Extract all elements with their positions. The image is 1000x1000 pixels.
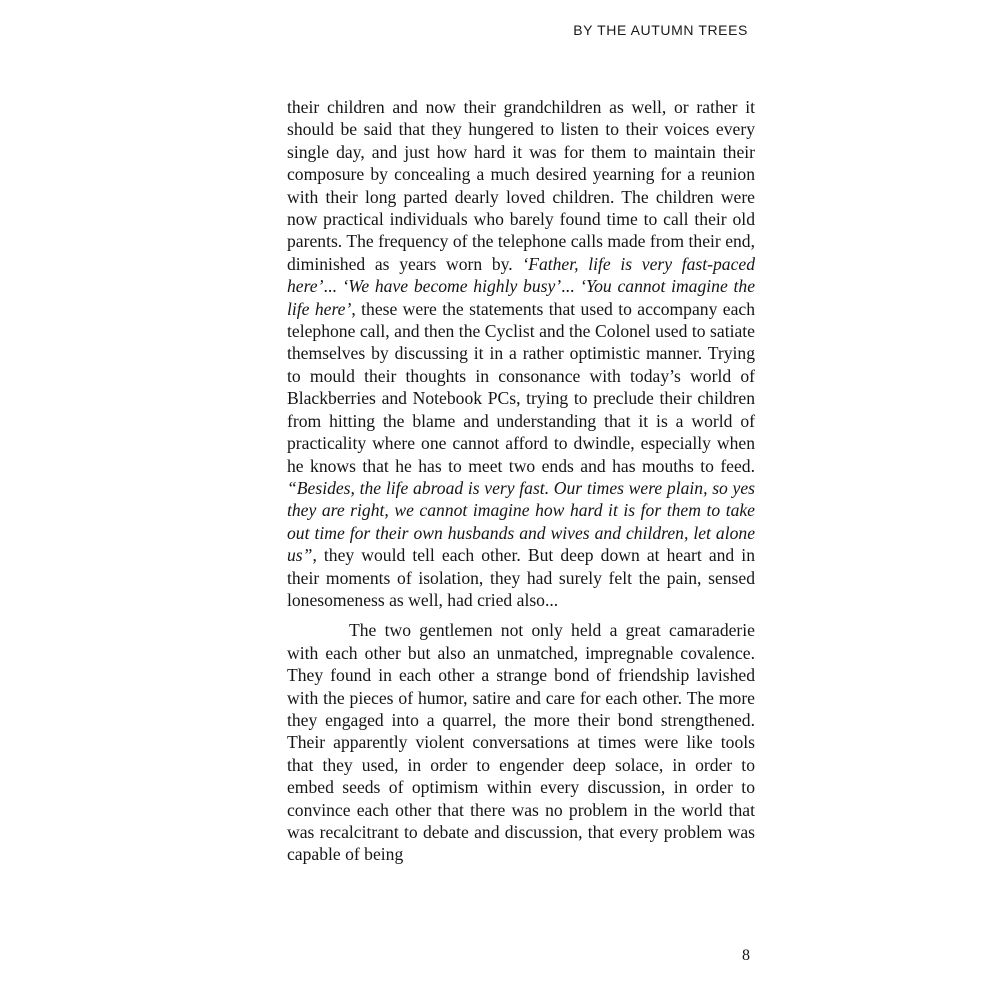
text-run: ... [323, 276, 343, 297]
text-run: ... [561, 276, 581, 297]
text-run: , these were the statements that used to accompany each telephone call, and then the Cyclist and the Colonel used to satiate themselves by discussing it in a rather optimistic manner. Trying to mould their thoughts in consonance with today’s world of Blackberries and Notebook PCs, trying to preclude their children from hitting the blame and understanding that it is a world of practicality where one cannot afford to dwindle, especially when he knows that he has to meet two ends and has mouths to feed. [287, 298, 755, 476]
italic-quote: ‘We have become highly busy’ [342, 276, 562, 297]
paragraph-1 [287, 96, 755, 611]
text-run: their children and now their grandchildren as well, or rather it should be said that they hungered to listen to their voices every single day, and just how hard it was for them to maintain their composure by concealing a much desired yearning for a reunion with their long parted dearly loved children. The children were now practical individuals who barely found time to call their old parents. The frequency of the telephone calls made from their end, diminished as years worn by. [287, 97, 755, 274]
paragraph-2: The two gentlemen not only held a great camaraderie with each other but also an unmatched, impregnable covalence. They found in each other a strange bond of friendship lavished with the pieces of humor, satire and care for each other. The more they engaged into a quarrel, the more their bond strengthened. Their apparently violent conversations at times were like tools that they used, in order to engender deep solace, in order to embed seeds of optimism within every discussion, in order to convince each other that there was no problem in the world that was recalcitrant to debate and discussion, that every problem was capable of being [287, 620, 755, 865]
italic-quote: ‘You cannot imagine the life here’ [287, 276, 756, 319]
italic-quote: ‘Father, life is very fast-paced here’ [287, 253, 755, 297]
italic-quote: “Besides, the life abroad is very fast. Our times were plain, so yes they are right, we cannot imagine how hard it is for them to take out time for their own husbands and wives and children, let alone us” [287, 477, 755, 566]
body-text [287, 96, 755, 866]
page-number: 8 [742, 947, 750, 964]
running-head: BY THE AUTUMN TREES [573, 22, 748, 38]
text-run: , they would tell each other. But deep down at heart and in their moments of isolation, they had surely felt the pain, sensed lonesomeness as well, had cried also... [287, 545, 755, 610]
